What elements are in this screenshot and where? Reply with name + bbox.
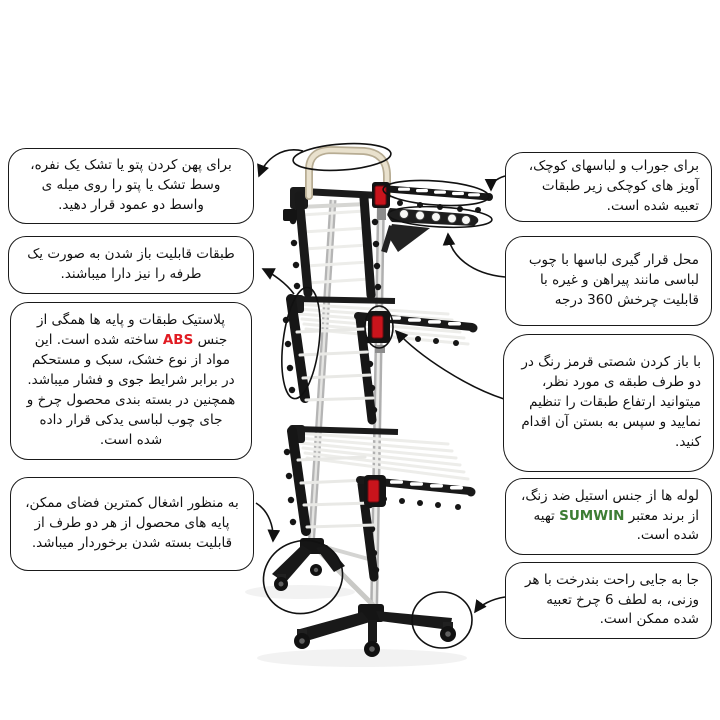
callout-steel-pipes [505, 478, 712, 555]
callout-height-adjust-text: با باز کردن شصتی قرمز رنگ در دو طرف طبقه ی مورد نظر، میتوانید ارتفاع طبقات را تنظیم نمایید و سپس به بستن آن اقدام کنید. [521, 354, 701, 450]
abs-text-after: ساخته شده است. این مواد از نوع خشک، سبک و مستحکم در برابر شرایط جوی و فشار میباشد. همچنین در بسته بندی محصول چرخ و جای چوب لباسی یدکی قرار داده شده است. [26, 332, 236, 448]
callout-small-hangers [505, 152, 712, 222]
arrow-rotating-hanger-arm [448, 234, 505, 277]
callout-rotating-hanger-arm [505, 236, 712, 326]
callout-wheels-text: جا به جایی راحت بندرخت با هر وزنی، به لطف 6 چرخ تعبیه شده ممکن است. [524, 571, 699, 628]
red-latch-middle [372, 316, 383, 338]
callout-folding-legs-text: به منظور اشغال کمترین فضای ممکن، پایه های محصول از هر دو طرف از قابلیت بسته شدن برخوردار میباشد. [25, 495, 239, 551]
callout-blanket-text: برای پهن کردن پتو یا تشک یک نفره، وسط تشک یا پتو را روی میله ی واسط دو عمود قرار دهید. [30, 157, 232, 213]
steel-text-before: لوله ها از جنس استیل ضد زنگ، از برند معتبر [520, 487, 699, 524]
red-latch-bottom [368, 480, 379, 502]
callout-abs-material [10, 302, 252, 460]
arrow-folding-legs [256, 503, 273, 541]
callout-height-adjust [503, 334, 714, 472]
side-clamp [283, 209, 297, 221]
callout-small-hangers-text: برای جوراب و لباسهای کوچک، آویز های کوچکی زیر طبقات تعبیه شده است. [528, 158, 699, 214]
red-latch-top [375, 186, 386, 205]
abs-text-before: پلاستیک طبقات و پایه ها همگی از جنس [36, 312, 228, 349]
arrow-blanket [259, 150, 303, 176]
callout-rotating-hanger-arm-text: محل قرار گیری لباسها با چوب لباسی مانند پیراهن و غیره با قابلیت چرخش 360 درجه [528, 252, 699, 308]
callout-blanket [8, 148, 254, 224]
arrow-wheels [475, 597, 505, 612]
steel-text-after: تهیه شده است. [533, 507, 699, 544]
abs-highlight: ABS [162, 332, 194, 349]
arrow-one-side-open [263, 269, 294, 294]
callout-steel-pipes-text [518, 487, 699, 547]
callout-folding-legs [10, 477, 254, 571]
callout-wheels [505, 562, 712, 639]
callout-one-side-open-text: طبقات قابلیت باز شدن به صورت یک طرفه را نیز دارا میباشند. [27, 246, 235, 282]
callout-abs-material-text [25, 311, 237, 451]
callout-one-side-open [8, 236, 254, 294]
brand-highlight: SUMWIN [559, 507, 625, 524]
arrow-small-hangers [491, 176, 505, 190]
